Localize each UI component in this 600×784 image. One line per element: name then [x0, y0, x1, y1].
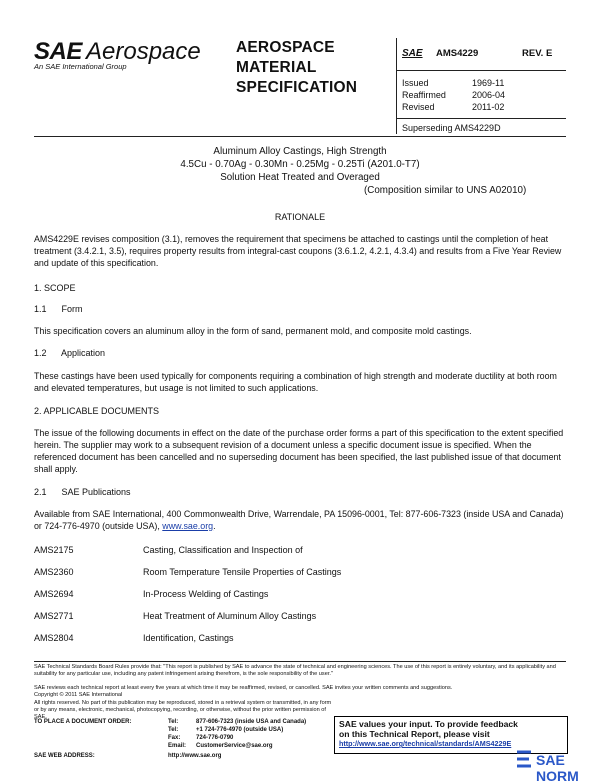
rationale-text: AMS4229E revises composition (3.1), removes the requirement that specimens be attached to castings until the completion of heat treatment (3.4.2.1, 3.5), requires property results from integral-cast coupons (3.6.1.2, 4.2.1, 4.3.4) and results from a Five Year Review and update of this specification. [34, 234, 562, 268]
web-value[interactable]: http://www.sae.org [168, 753, 222, 759]
section-1-heading: 1. SCOPE [34, 283, 76, 293]
section-2-heading: 2. APPLICABLE DOCUMENTS [34, 406, 160, 416]
header-rule [34, 136, 566, 137]
spec-title-line-1: AEROSPACE [236, 39, 335, 56]
spec-title-line-2: MATERIAL [236, 59, 317, 76]
doc-description: In-Process Welding of Castings [143, 589, 269, 599]
fax-label: Fax: [168, 735, 181, 741]
footer-copyright: Copyright © 2011 SAE International [34, 692, 123, 698]
section-1-2-heading: 1.2 Application [34, 348, 106, 358]
header-divider-top [396, 70, 566, 71]
section-2-1-body: Available from SAE International, 400 Commonwealth Drive, Warrendale, PA 15096-0001, Tel: 877-606-7323 (inside USA and Canada) or 724-776-4970 (outside USA), [34, 509, 564, 531]
footer-rule [34, 661, 566, 662]
logo-subtitle: An SAE International Group [34, 62, 127, 71]
fax-value: 724-776-0790 [196, 735, 234, 741]
rationale-heading: RATIONALE [274, 212, 326, 222]
alloy-title-line-4: (Composition similar to UNS A02010) [364, 185, 527, 196]
tel-value: 877-606-7323 (inside USA and Canada) [196, 719, 307, 725]
tel2-value: +1 724-776-4970 (outside USA) [196, 727, 284, 733]
watermark-text: SAE NORM [536, 752, 579, 784]
doc-description: Identification, Castings [143, 633, 234, 643]
email-label: Email: [168, 743, 187, 749]
alloy-title-line-1: Aluminum Alloy Castings, High Strength [213, 146, 387, 157]
issued-label: Issued [402, 78, 429, 88]
superseding-note: Superseding AMS4229D [402, 123, 501, 133]
issued-value: 1969-11 [472, 78, 505, 88]
feedback-line-2: on this Technical Report, please visit [339, 729, 490, 739]
footer-rights: All rights reserved. No part of this publication may be reproduced, stored in a retrieval system or transmitted, in any form or by any means, electronic, mechanical, photocopying, recording, or otherwise, without the prior written permission of SAE. [34, 700, 332, 720]
footer-notice-rules: SAE Technical Standards Board Rules provide that: "This report is published by SAE to advance the state of technical and engineering sciences. The use of this report is entirely voluntary, and its applicability and suitability for any particular use, including any patent infringement arising therefrom, is the sole responsibility of the user." [34, 664, 556, 677]
doc-code: AMS2771 [34, 611, 74, 621]
alloy-title-line-2: 4.5Cu - 0.70Ag - 0.30Mn - 0.25Mg - 0.25Ti (A201.0-T7) [180, 159, 420, 170]
section-2-1-text [34, 508, 566, 532]
header-divider-vertical [396, 38, 397, 134]
section-2-1-period: . [213, 521, 216, 531]
sae-logo: SAE [34, 38, 82, 65]
section-2-text: The issue of the following documents in effect on the date of the purchase order forms a part of this specification to the extent specified herein. The supplier may work to a subsequent revision of a document unless a specific document issue is specified. When the referenced document has been cancelled and no superseding document has been specified, the last published issue of that document shall apply. [34, 428, 564, 474]
spec-title [236, 38, 386, 98]
reaffirmed-value: 2006-04 [472, 90, 506, 100]
tel2-label: Tel: [168, 727, 179, 733]
sae-website-link[interactable]: www.sae.org [162, 521, 214, 531]
feedback-line-1: SAE values your input. To provide feedback [339, 719, 518, 729]
footer-notice-review: SAE reviews each technical report at least every five years at which time it may be reaffirmed, revised, or cancelled. SAE invites your written comments and suggestions. [34, 685, 453, 691]
order-label: TO PLACE A DOCUMENT ORDER: [34, 719, 132, 725]
doc-code: AMS2360 [34, 567, 74, 577]
doc-description: Heat Treatment of Aluminum Alloy Castings [143, 611, 317, 621]
feedback-link[interactable]: http://www.sae.org/technical/standards/AMS4229E [339, 739, 512, 748]
watermark-logo-icon [514, 748, 536, 776]
alloy-title-line-3: Solution Heat Treated and Overaged [220, 172, 380, 183]
ams-number: AMS4229 [436, 48, 479, 59]
doc-code: AMS2175 [34, 545, 74, 555]
tel-label: Tel: [168, 719, 179, 725]
reaffirmed-label: Reaffirmed [402, 90, 446, 100]
doc-description: Room Temperature Tensile Properties of Castings [143, 567, 342, 577]
aerospace-logo-text: Aerospace [86, 38, 201, 65]
section-2-1-heading: 2.1 SAE Publications [34, 487, 131, 497]
revised-label: Revised [402, 102, 435, 112]
revised-value: 2011-02 [472, 102, 505, 112]
spec-title-line-3: SPECIFICATION [236, 79, 358, 96]
section-1-2-text: These castings have been used typically for components requiring a combination of high strength and moderate ductility at both room and elevated temperatures, but usage is not limited to such applications. [34, 371, 557, 393]
revision-label: REV. E [522, 48, 553, 59]
web-label: SAE WEB ADDRESS: [34, 753, 95, 759]
section-1-1-heading: 1.1 Form [34, 304, 83, 314]
header-divider-bottom [396, 118, 566, 119]
section-1-1-text: This specification covers an aluminum alloy in the form of sand, permanent mold, and composite mold castings. [34, 326, 472, 336]
doc-code: AMS2804 [34, 633, 74, 643]
doc-description: Casting, Classification and Inspection of [143, 545, 303, 555]
doc-code: AMS2694 [34, 589, 74, 599]
email-value[interactable]: CustomerService@sae.org [196, 743, 273, 749]
sae-mini-logo: SAE [402, 48, 423, 59]
